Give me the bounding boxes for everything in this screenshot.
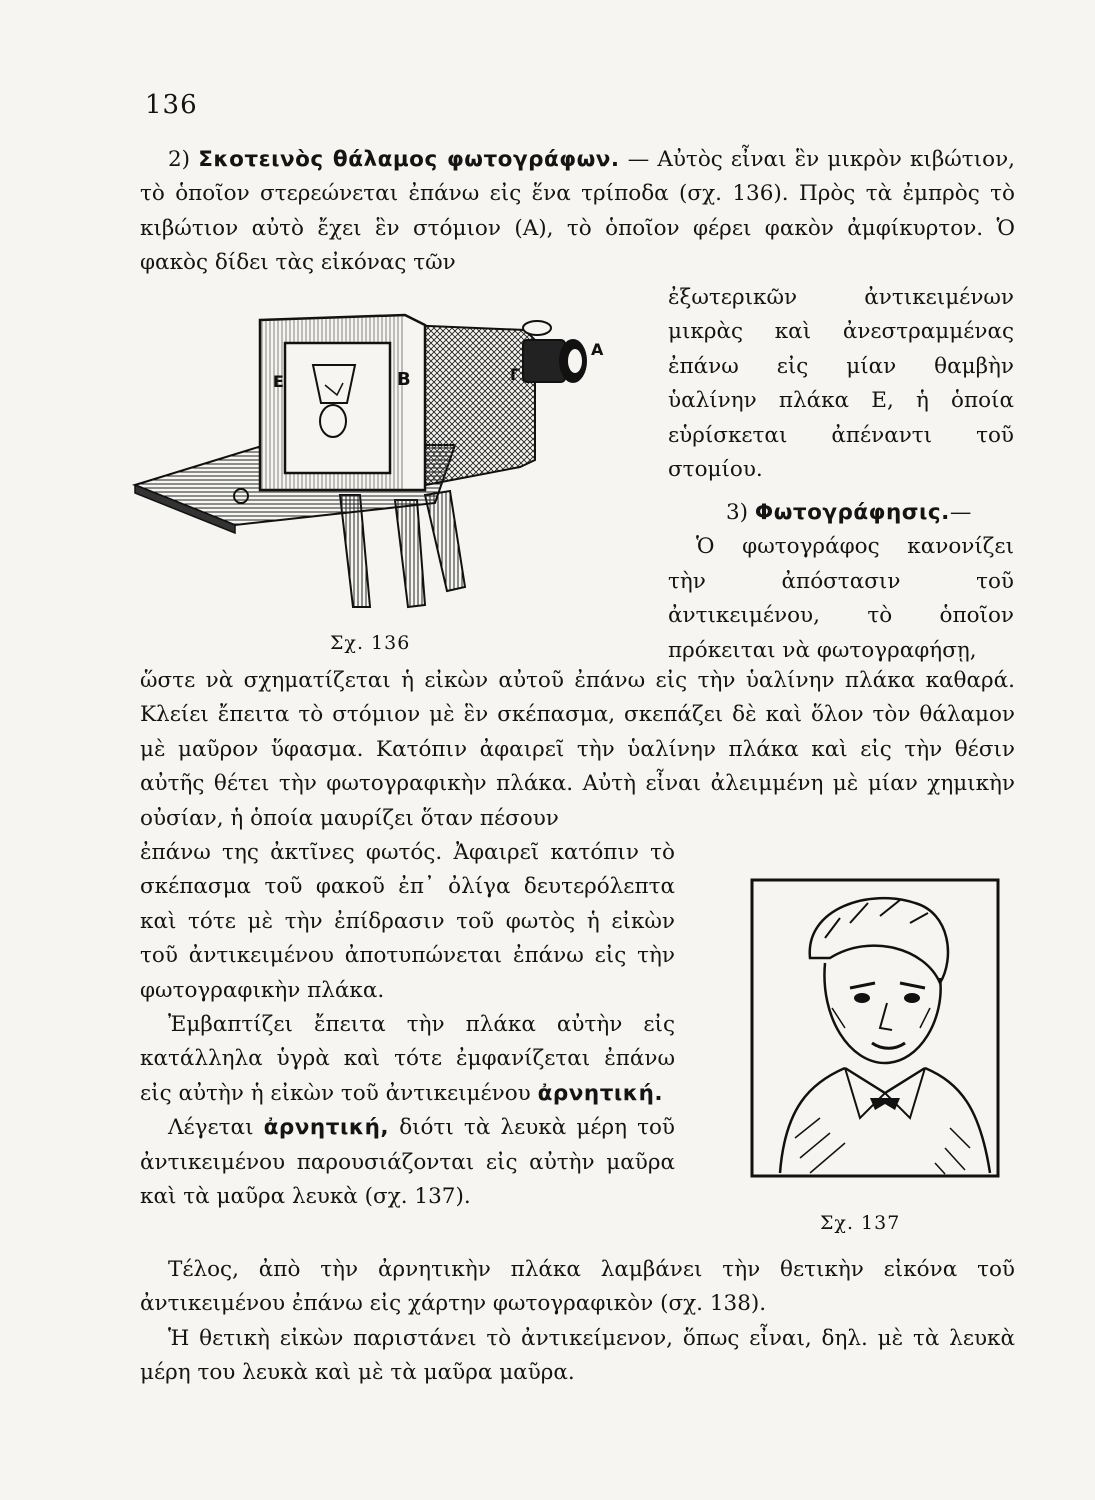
page-number: 136 [145,90,198,120]
negative-paragraph [140,1111,675,1214]
section-3-full-paragraph: ὥστε νὰ σχηματίζεται ἡ εἰκὼν αὐτοῦ ἐπάνω εἰς τὴν ὑαλίνην πλάκα καθαρά. Κλείει ἔπειτα τὸ στόμιον μὲ ἓν σκέπασμα, σκεπάζει δὲ καὶ ὅλον τὸν θάλαμον μὲ μαῦρον ὕφασμα. Κατόπιν ἀφαιρεῖ τὴν ὑαλίνην πλάκα καὶ εἰς τὴν θέσιν αὐτῆς θέτει τὴν φωτογραφικὴν πλάκα. Αὐτὴ εἶναι ἀλειμμένη μὲ μίαν χημικὴν οὐσίαν, ἡ ὁποία μαυρίζει ὅταν πέσουν [140,668,1015,831]
figure-137-caption: Σχ. 137 [820,1212,901,1234]
exposure-paragraph: ἐπάνω της ἀκτῖνες φωτός. Ἀφαιρεῖ κατόπιν τὸ σκέπασμα τοῦ φακοῦ ἐπ᾽ ὀλίγα δευτερόλεπτα καὶ τότε μὲ τὴν ἐπίδρασιν τοῦ φωτὸς ἡ εἰκὼν τοῦ ἀντικειμένου ἀποτυπώνεται ἐπάνω εἰς τὴν φωτογραφικὴν πλάκα. [140,840,675,1003]
camera-label-box: Β [397,369,411,390]
negative-term: ἀρνητική. [537,1080,664,1106]
section-2-side-text [668,281,1014,487]
camera-label-plate: Ε [273,372,284,391]
develop-text: Ἐμβαπτίζει ἔπειτα τὴν πλάκα αὐτὴν εἰς κατάλληλα ὑγρὰ καὶ τότε ἐμφανίζεται ἐπάνω εἰς αὐτὴν ἡ εἰκὼν τοῦ ἀντικειμένου [140,1012,675,1106]
figure-136-caption: Σχ. 136 [330,632,411,654]
negative-intro: Λέγεται [168,1115,254,1141]
negative-portrait-illustration [750,878,1000,1178]
section-2-number: 2) [168,147,191,172]
negative-explanation: διότι τὰ λευκὰ μέρη τοῦ ἀντικειμένου παρουσιάζονται εἰς αὐτὴν μαῦρα καὶ τὰ μαῦρα λευκὰ (σχ. 137). [140,1115,675,1210]
section-3-side-paragraph: Ὁ φωτογράφος κανονίζει τὴν ἀπόστασιν τοῦ ἀντικειμένου, τὸ ὁποῖον πρόκειται νὰ φωτογραφήσῃ, [668,534,1014,663]
closing-text [140,1253,1015,1391]
section-3-left-column [140,836,675,1214]
develop-paragraph [140,1008,675,1111]
section-3-heading: Φωτογράφησις. [754,500,950,525]
section-3-number: 3) [726,500,749,525]
positive-print-paragraph: Τέλος, ἀπὸ τὴν ἀρνητικὴν πλάκα λαμβάνει τὴν θετικὴν εἰκόνα τοῦ ἀντικειμένου ἐπάνω εἰς χάρτην φωτογραφικὸν (σχ. 138). [140,1257,1015,1317]
negative-word: ἀρνητική, [263,1115,390,1141]
section-3-dash: — [949,500,972,525]
section-2-heading: Σκοτεινὸς θάλαμος φωτογράφων. [198,147,620,172]
section-3-full-text [140,664,1015,836]
section-2-intro [140,143,1015,281]
camera-label-front: Γ [510,365,521,384]
section-2-intro-text: — Αὐτὸς εἶναι ἓν μικρὸν κιβώτιον, τὸ ὁποῖον στερεώνεται ἐπάνω εἰς ἕνα τρίποδα (σχ. 136). Πρὸς τὰ ἐμπρὸς τὸ κιβώτιον αὐτὸ ἔχει ἓν στόμιον (Α), τὸ ὁποῖον φέρει φακὸν ἀμφίκυρτον. Ὁ φακὸς δίδει τὰς εἰκόνας τῶν [140,147,1015,276]
section-3-side-text [668,496,1014,668]
camera-label-lens: Α [591,340,604,359]
section-2-side-paragraph: ἐξωτερικῶν ἀντικειμένων μικρὰς καὶ ἀνεστραμμένας ἐπάνω εἰς μίαν θαμβὴν ὑαλίνην πλάκα Ε, ἡ ὁποία εὑρίσκεται ἀπέναντι τοῦ στομίου. [668,285,1014,483]
camera-illustration [125,295,625,625]
positive-image-paragraph: Ἡ θετικὴ εἰκὼν παριστάνει τὸ ἀντικείμενον, ὅπως εἶναι, δηλ. μὲ τὰ λευκὰ μέρη του λευκὰ καὶ μὲ τὰ μαῦρα μαῦρα. [140,1325,1015,1386]
